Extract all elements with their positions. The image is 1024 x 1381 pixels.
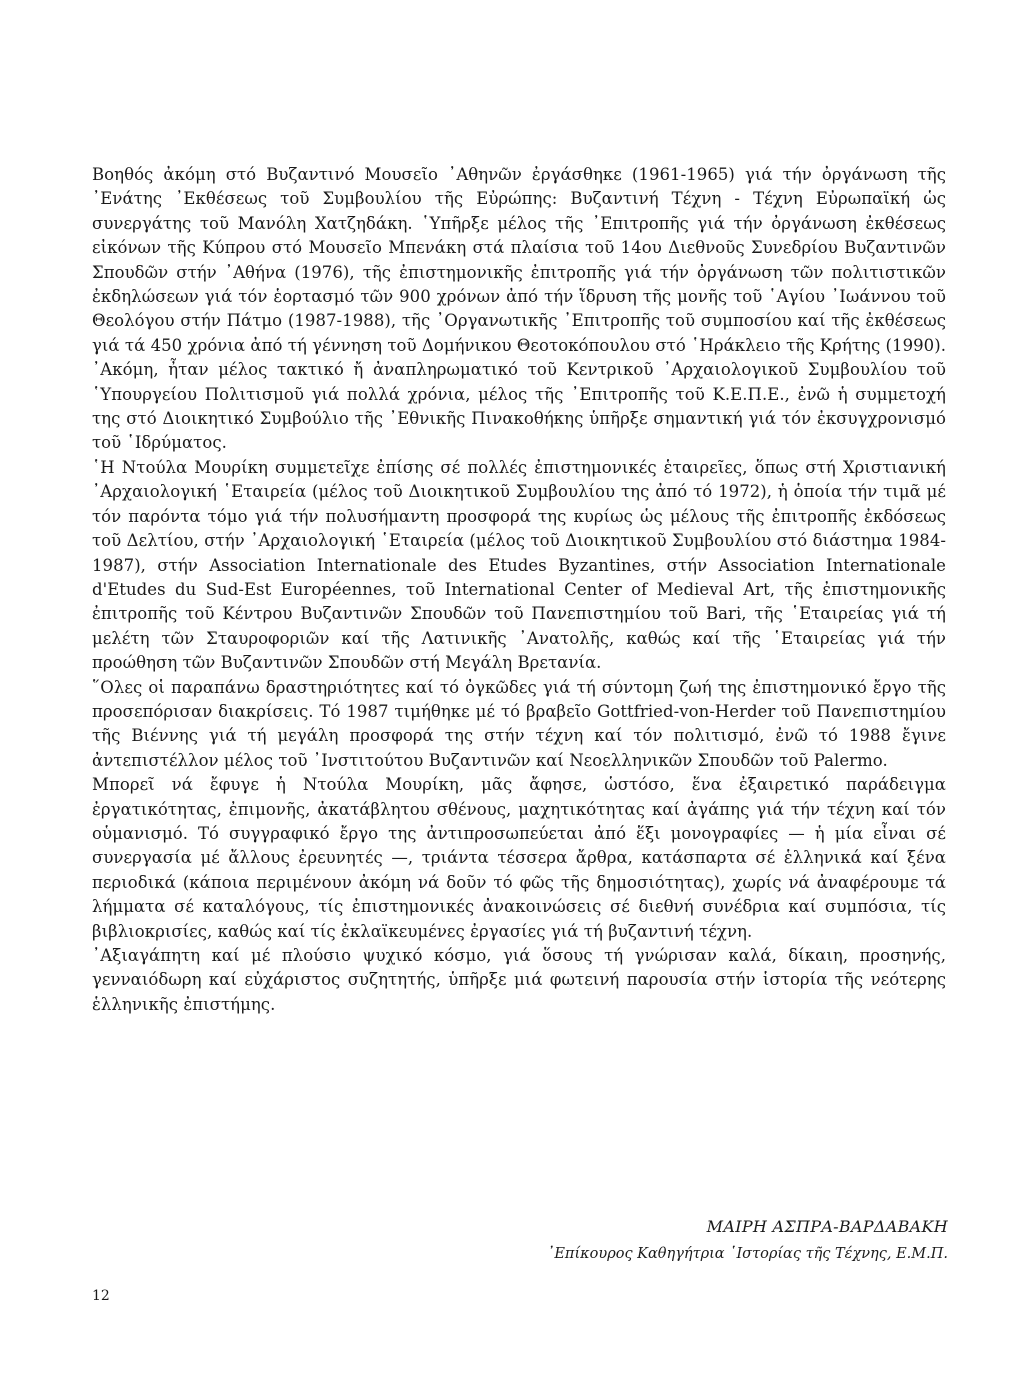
page-number: 12 [92, 1288, 110, 1304]
paragraph-2: ῾Η Ντούλα Μουρίκη συμμετεῖχε ἐπίσης σέ πολλές ἐπιστημονικές ἑταιρεῖες, ὅπως στή Χριστιανική ᾿Αρχαιολογική ῾Εταιρεία (μέλος τοῦ Διοικητικοῦ Συμβουλίου της ἀπό τό 1972), ἡ ὁποία τήν τιμᾶ μέ τόν παρόντα τόμο γιά τήν πολυσήμαντη προσφορά της κυρίως ὡς μέλους τῆς ἐπιτροπῆς ἐκδόσεως τοῦ Δελτίου, στήν ᾿Αρχαιολογική ῾Εταιρεία (μέλος τοῦ Διοικητικοῦ Συμβουλίου στό διάστημα 1984-1987), στήν Association Internationale des Etudes Byzantines, στήν Association Internationale d'Etudes du Sud-Est Européennes, τοῦ International Center of Medieval Art, τῆς ἐπιστημονικῆς ἐπιτροπῆς τοῦ Κέντρου Βυζαντινῶν Σπουδῶν τοῦ Πανεπιστημίου τοῦ Bari, τῆς ῾Εταιρείας γιά τή μελέτη τῶν Σταυροφοριῶν καί τῆς Λατινικῆς ᾿Ανατολῆς, καθώς καί τῆς ῾Εταιρείας γιά τήν προώθηση τῶν Βυζαντινῶν Σπουδῶν στή Μεγάλη Βρετανία. [92, 457, 946, 673]
author-signature [520, 1213, 948, 1267]
paragraph-1: Βοηθός ἀκόμη στό Βυζαντινό Μουσεῖο ᾿Αθηνῶν ἐργάσθηκε (1961-1965) γιά τήν ὀργάνωση τῆς ᾿Ενάτης ᾿Εκθέσεως τοῦ Συμβουλίου τῆς Εὐρώπης: Βυζαντινή Τέχνη - Τέχνη Εὐρωπαϊκή ὡς συνεργάτης τοῦ Μανόλη Χατζηδάκη. ῾Υπῆρξε μέλος τῆς ᾿Επιτροπῆς γιά τήν ὀργάνωση ἐκθέσεως εἰκόνων τῆς Κύπρου στό Μουσεῖο Μπενάκη στά πλαίσια τοῦ 14ου Διεθνοῦς Συνεδρίου Βυζαντινῶν Σπουδῶν στήν ᾿Αθήνα (1976), τῆς ἐπιστημονικῆς ἐπιτροπῆς γιά τήν ὀργάνωση τῶν πολιτιστικῶν ἐκδηλώσεων γιά τόν ἑορτασμό τῶν 900 χρόνων ἀπό τήν ἵδρυση τῆς μονῆς τοῦ ῾Αγίου ᾿Ιωάννου τοῦ Θεολόγου στήν Πάτμο (1987-1988), τῆς ᾿Οργανωτικῆς ᾿Επιτροπῆς τοῦ συμποσίου καί τῆς ἐκθέσεως γιά τά 450 χρόνια ἀπό τή γέννηση τοῦ Δομήνικου Θεοτοκόπουλου στό ῾Ηράκλειο τῆς Κρήτης (1990). ᾿Ακόμη, ἦταν μέλος τακτικό ἤ ἀναπληρωματικό τοῦ Κεντρικοῦ ᾿Αρχαιολογικοῦ Συμβουλίου τοῦ ῾Υπουργείου Πολιτισμοῦ γιά πολλά χρόνια, μέλος τῆς ᾿Επιτροπῆς τοῦ Κ.Ε.Π.Ε., ἐνῶ ἡ συμμετοχή της στό Διοικητικό Συμβούλιο τῆς ᾿Εθνικῆς Πινακοθήκης ὑπῆρξε σημαντική γιά τόν ἐκσυγχρονισμό τοῦ ῾Ιδρύματος. [92, 165, 946, 453]
paragraph-4: Μπορεῖ νά ἔφυγε ἡ Ντούλα Μουρίκη, μᾶς ἄφησε, ὡστόσο, ἕνα ἐξαιρετικό παράδειγμα ἐργατικότητας, ἐπιμονῆς, ἀκατάβλητου σθένους, μαχητικότητας καί ἀγάπης γιά τήν τέχνη καί τόν οὑμανισμό. Τό συγγραφικό ἔργο της ἀντιπροσωπεύεται ἀπό ἕξι μονογραφίες — ἡ μία εἶναι σέ συνεργασία μέ ἄλλους ἐρευνητές —, τριάντα τέσσερα ἄρθρα, κατάσπαρτα σέ ἑλληνικά καί ξένα περιοδικά (κάποια περιμένουν ἀκόμη νά δοῦν τό φῶς τῆς δημοσιότητας), χωρίς νά ἀναφέρουμε τά λήμματα σέ καταλόγους, τίς ἐπιστημονικές ἀνακοινώσεις σέ διεθνή συνέδρια καί συμπόσια, τίς βιβλιοκρισίες, καθώς καί τίς ἐκλαϊκευμένες ἐργασίες γιά τή βυζαντινή τέχνη. [92, 775, 946, 941]
article-body [92, 163, 946, 1017]
author-name: ΜΑΙΡΗ ΑΣΠΡΑ-ΒΑΡΔΑΒΑΚΗ [706, 1217, 948, 1236]
author-title: ᾿Επίκουρος Καθηγήτρια ῾Ιστορίας τῆς Τέχνης, Ε.Μ.Π. [547, 1246, 948, 1262]
paragraph-5: ᾿Αξιαγάπητη καί μέ πλούσιο ψυχικό κόσμο, γιά ὅσους τή γνώρισαν καλά, δίκαιη, προσηνής, γενναιόδωρη καί εὐχάριστος συζητητής, ὑπῆρξε μιά φωτεινή παρουσία στήν ἱστορία τῆς νεότερης ἑλληνικῆς ἐπιστήμης. [92, 946, 946, 1014]
paragraph-3: ῞Ολες οἱ παραπάνω δραστηριότητες καί τό ὀγκῶδες γιά τή σύντομη ζωή της ἐπιστημονικό ἔργο τῆς προσεπόρισαν διακρίσεις. Τό 1987 τιμήθηκε μέ τό βραβεῖο Gottfried-von-Herder τοῦ Πανεπιστημίου τῆς Βιέννης γιά τή μεγάλη προσφορά της στήν τέχνη καί τόν πολιτισμό, ἐνῶ τό 1988 ἔγινε ἀντεπιστέλλον μέλος τοῦ ᾿Ινστιτούτου Βυζαντινῶν καί Νεοελληνικῶν Σπουδῶν τοῦ Palermo. [92, 677, 946, 770]
